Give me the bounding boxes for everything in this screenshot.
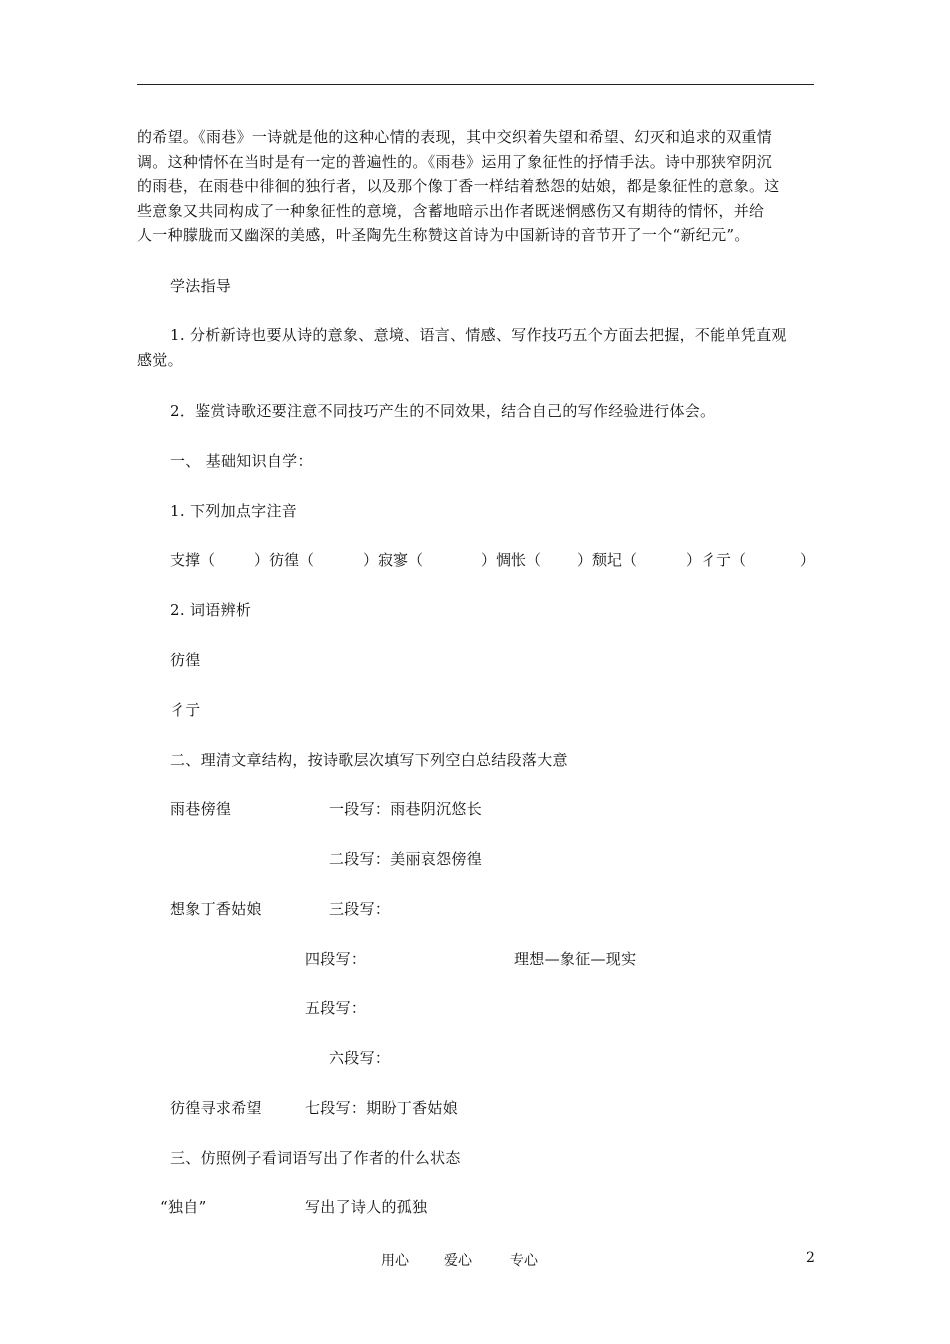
structure-paragraph-4: 四段写： [305, 950, 367, 968]
pronunciation-item: ） [800, 551, 816, 569]
structure-paragraph-5: 五段写： [305, 999, 367, 1017]
word-item: 彷徨 [170, 651, 201, 669]
pronunciation-row [170, 550, 820, 570]
pronunciation-item: ）惆怅（ [481, 551, 542, 569]
structure-group-2: 想象丁香姑娘 [170, 900, 262, 918]
intro-line: 的雨巷，在雨巷中徘徊的独行者，以及那个像丁香一样结着愁怨的姑娘，都是象征性的意象。这 [137, 177, 780, 195]
footer-motto-item: 爱心 [444, 1253, 472, 1269]
intro-line: 些意象又共同构成了一种象征性的意境，含蓄地暗示出作者既迷惘感伤又有期待的情怀，并给 [137, 201, 765, 220]
pronunciation-item: ）寂寥（ [363, 551, 424, 569]
structure-group-3: 彷徨寻求希望 [170, 1099, 262, 1117]
method-item-1-line: 感觉。 [137, 351, 183, 369]
intro-line: 人一种朦胧而又幽深的美感，叶圣陶先生称赞这首诗为中国新诗的音节开了一个“新纪元”。 [137, 226, 750, 244]
example-answer: 写出了诗人的孤独 [305, 1198, 428, 1216]
section-3-heading: 三、仿照例子看词语写出了作者的什么状态 [170, 1149, 461, 1167]
structure-paragraph-7: 七段写：期盼丁香姑娘 [305, 1099, 459, 1117]
structure-group-1: 雨巷傍徨 [170, 800, 232, 818]
method-item-1-line: 1. 分析新诗也要从诗的意象、意境、语言、情感、写作技巧五个方面去把握，不能单凭直观 [170, 326, 787, 344]
pronunciation-item: ）颓圮（ [577, 551, 638, 569]
structure-paragraph-3: 三段写： [329, 900, 391, 918]
pronunciation-item: ）彷徨（ [254, 551, 315, 569]
example-word: “独自” [160, 1198, 207, 1216]
intro-paragraph [137, 125, 817, 248]
question-pronunciation: 1. 下列加点字注音 [170, 502, 298, 520]
structure-theme: 理想—象征—现实 [514, 950, 637, 968]
intro-line: 的希望。《雨巷》一诗就是他的这种心情的表现，其中交织着失望和希望、幻灭和追求的双重情 [137, 128, 773, 146]
pronunciation-item: ）彳亍（ [686, 551, 747, 569]
footer-motto-item: 用心 [381, 1253, 409, 1269]
footer-motto-item: 专心 [510, 1253, 538, 1269]
structure-paragraph-2: 二段写：美丽哀怨傍徨 [329, 850, 483, 868]
page-number: 2 [806, 1250, 815, 1266]
structure-paragraph-1: 一段写：雨巷阴沉悠长 [329, 800, 483, 818]
method-item-1 [170, 323, 820, 348]
header-rule [137, 84, 814, 85]
section-1-heading: 一、 基础知识自学： [170, 452, 313, 470]
pronunciation-item: 支撑（ [170, 551, 216, 569]
structure-paragraph-6: 六段写： [329, 1049, 391, 1067]
question-word-analysis: 2. 词语辨析 [170, 601, 252, 619]
intro-line: 调。这种情怀在当时是有一定的普遍性的。《雨巷》运用了象征性的抒情手法。诗中那狭窄阴沉 [137, 152, 773, 171]
method-heading: 学法指导 [170, 277, 232, 295]
section-2-heading: 二、理清文章结构，按诗歌层次填写下列空白总结段落大意 [170, 751, 568, 769]
method-item-2: 2．鉴赏诗歌还要注意不同技巧产生的不同效果，结合自己的写作经验进行体会。 [170, 402, 716, 420]
word-item: 彳亍 [170, 701, 201, 719]
